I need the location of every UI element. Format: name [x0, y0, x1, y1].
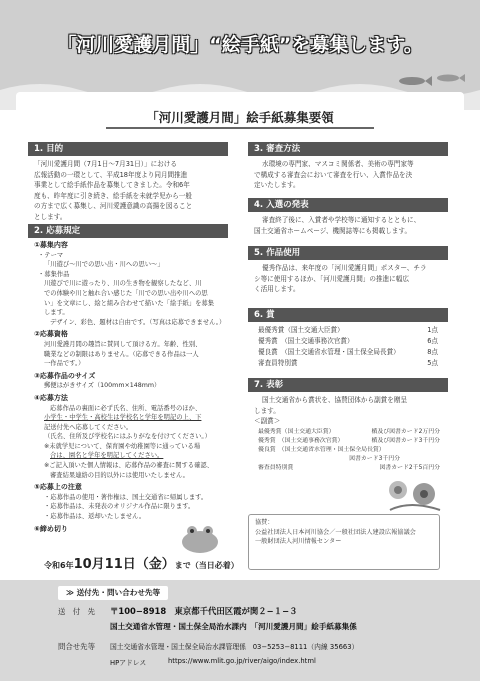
p4-line: 審査結果連絡の目的以外には使用いたしません。 [50, 471, 189, 479]
s5-line: く活用します。 [254, 285, 300, 293]
award-name: 最優秀賞（国土交通大臣賞） [258, 429, 335, 435]
prize-name: 優秀賞 （国土交通事務次官賞） [258, 337, 354, 345]
s1-line: とします。 [34, 212, 67, 221]
award-name: 優良賞 （国土交通省水管理・国土保全局長賞） [258, 447, 385, 453]
section-5-body [254, 263, 452, 295]
section-2-title: 2. 応募規定 [34, 226, 81, 236]
section-3-body [254, 159, 452, 191]
p2-line: 一作品です。） [44, 360, 85, 368]
prize-row [258, 358, 438, 369]
section-4-title: 4. 入選の発表 [254, 200, 309, 210]
prize-count: 1点 [427, 326, 438, 334]
s7-line: します。 [254, 406, 280, 415]
prize-row [258, 347, 438, 358]
section-3-header [248, 142, 448, 156]
p6-title: ⑥締め切り [34, 524, 68, 533]
hp-url[interactable]: https://www.mlit.go.jp/river/aigo/index.html [168, 657, 316, 665]
section-7-header [248, 378, 448, 392]
award-item: 図書カード3千円分 [349, 456, 400, 462]
deadline-suffix: まで（当日必着） [174, 561, 239, 570]
section-4-body [254, 215, 452, 236]
award-item: 図書カード2千5百円分 [379, 465, 440, 471]
send-address-2: 国土交通省水管理・国土保全局治水課内 「河川愛護月間」絵手紙募集係 [110, 622, 357, 631]
s5-line: 優秀作品は、来年度の「河川愛護月間」ポスター、チラ [262, 264, 427, 272]
award-list [258, 428, 440, 473]
s3-line: 水環境の専門家、マスコミ関係者、美術の専門家等 [262, 160, 414, 168]
p1-line: での体験や川と触れ合い感じた「川での思い出や川への思 [44, 289, 208, 297]
section-2-body [34, 241, 234, 534]
p1-line: い」を文章にし、絵と組み合わせて描いた「絵手紙」を募集 [44, 299, 215, 307]
s4-line: 国土交通省ホームページ、機関誌等にも掲載します。 [254, 226, 412, 235]
prize-row [258, 336, 438, 347]
section-1-title: 1. 目的 [34, 144, 64, 154]
prize-count: 5点 [427, 359, 438, 367]
contact-header: ≫ 送付先・問い合わせ先等 [58, 586, 168, 600]
sheet-title: 「河川愛護月間」絵手紙募集要領 [146, 110, 334, 125]
inquiry-line: 国土交通省水管理・国土保全局治水課管理係 03−5253−8111（内線 35663） [110, 643, 359, 651]
section-7-intro [254, 395, 452, 427]
section-6-title: 6. 賞 [254, 310, 275, 320]
p5-line: ・応募作品は、未発表のオリジナル作品に限ります。 [44, 503, 195, 511]
p3-title: ③応募作品のサイズ [34, 371, 96, 380]
p4-line: （氏名、住所及び学校名にはふりがなを付けてください。） [44, 433, 211, 441]
s1-line: 広報活動の一環として、平成18年度より同月間推進 [34, 170, 188, 179]
section-3-title: 3. 審査方法 [254, 144, 301, 154]
award-row [258, 428, 440, 437]
p3-line: 郵便はがきサイズ（100mm×148mm） [44, 382, 161, 390]
award-name: 優秀賞 （国土交通事務次官賞） [258, 438, 344, 444]
s1-line: の方まで広く募集し、河川愛護意識の高揚を図ること [34, 202, 193, 210]
section-5-header [248, 246, 448, 260]
section-6-header [248, 308, 448, 322]
s7-line: ＜副賞＞ [254, 417, 281, 425]
p4-line: ※ご記入頂いた個人情報は、応募作品の審査に関する確認、 [44, 462, 213, 470]
section-1-body [34, 159, 232, 222]
cooperate-box [248, 514, 440, 570]
p1-title: ①募集内容 [34, 241, 68, 249]
p1-line: ・テーマ [38, 251, 64, 259]
p1-line: 「川遊び〜川での思い出・川への思い〜」 [44, 261, 164, 269]
flower-illustration-icon [380, 470, 450, 512]
prize-count: 6点 [427, 337, 438, 345]
p4-line: 応募作品の裏面に必ず氏名、住所、電話番号のほか、 [50, 404, 202, 412]
award-item: 楯及び図書カード3千円分 [371, 438, 440, 444]
p2-title: ②応募資格 [34, 330, 68, 339]
cooperate-title: 協賛： [255, 519, 274, 526]
headline: 「河川愛護月間」“絵手紙”を募集します。 [57, 34, 423, 56]
p5-line: ・応募作品の使用・著作権は、国土交通省に帰属します。 [44, 493, 208, 501]
s3-line: で構成する審査会において審査を行い、入賞作品を決 [254, 170, 413, 179]
section-5-title: 5. 作品使用 [254, 248, 301, 258]
p1-line: ・募集作品 [38, 270, 70, 278]
send-label: 送 付 先 [58, 607, 95, 616]
section-1-header [28, 142, 228, 156]
p2-line: 職業などの制限はありません。（応募できる作品は一人 [44, 350, 199, 358]
p4-line: 記送付先へ応募してください。 [44, 423, 133, 431]
inquiry-label: 問合せ先等 [58, 642, 95, 651]
s1-line: 「河川愛護月間（7月1日〜7月31日）」における [34, 160, 177, 168]
p5-line: ・応募作品は、返却いたしません。 [44, 513, 146, 521]
p1-line: 川遊びで川に遊ったり、川の生き物を観察したなど、川 [44, 280, 202, 288]
s5-line: シ等に使用するほか、「河川愛護月間」の推進に幅広 [254, 274, 409, 283]
prize-row [258, 325, 438, 336]
fish-icon [392, 70, 472, 92]
cooperate-line: 公益社団法人日本河川協会／一般社団法人建設広報協議会 [255, 528, 416, 536]
s3-line: 定いたします。 [254, 181, 300, 189]
p5-title: ⑤応募上の注意 [34, 483, 82, 492]
p1-line: します。 [44, 309, 69, 317]
section-4-header [248, 198, 448, 212]
p4-line: 合は、園名と学年を明記してください。 [50, 452, 164, 460]
s4-line: 審査終了後に、入賞者や学校等に通知するとともに、 [262, 216, 421, 224]
p2-line: 河川愛護月間の趣旨に賛同して頂ける方。年齢、性別、 [44, 340, 202, 348]
cooperate-line: 一般財団法人河川情報センター [255, 538, 342, 545]
award-row [258, 446, 440, 455]
s1-line: 事業として絵手紙作品を募集してきました。令和6年 [34, 181, 190, 189]
title-underline [106, 127, 374, 129]
p4-line: 小学生・中学生・高校生は学校名と学年を明記の上、下 [44, 414, 202, 422]
section-2-header [28, 224, 228, 238]
s1-line: 度も、昨年度に引き続き、絵手紙を未就学児から一般 [34, 191, 192, 200]
frog-illustration-icon [170, 520, 230, 556]
send-address: 〒100−8918 東京都千代田区霞が関２−１−３ [110, 606, 298, 616]
hp-label: HPアドレス [110, 659, 147, 667]
p4-line: ※未就学児について、保育園や幼稚園等に通っている場 [44, 442, 201, 450]
award-item: 楯及び図書カード2万円分 [371, 429, 440, 435]
prize-list [258, 325, 438, 369]
prize-count: 8点 [427, 348, 438, 356]
p4-title: ④応募方法 [34, 393, 68, 402]
s7-line: 国土交通省から賞状を、協賛団体から副賞を贈呈 [262, 396, 408, 404]
deadline-date: 10月11日（金） [73, 557, 175, 572]
prize-name: 審査員特別賞 [258, 359, 298, 367]
prize-name: 優良賞 （国土交通省水管理・国土保全局長賞） [258, 348, 400, 356]
award-row [258, 437, 440, 446]
award-row [258, 455, 440, 464]
p1-line: デザイン、彩色、題材は自由です。（写真は応募できません。） [50, 318, 226, 326]
prize-name: 最優秀賞（国土交通大臣賞） [258, 326, 344, 334]
section-7-title: 7. 表彰 [254, 380, 284, 390]
award-name: 審査員特別賞 [258, 465, 294, 471]
deadline-prefix: 令和6年 [44, 561, 74, 570]
